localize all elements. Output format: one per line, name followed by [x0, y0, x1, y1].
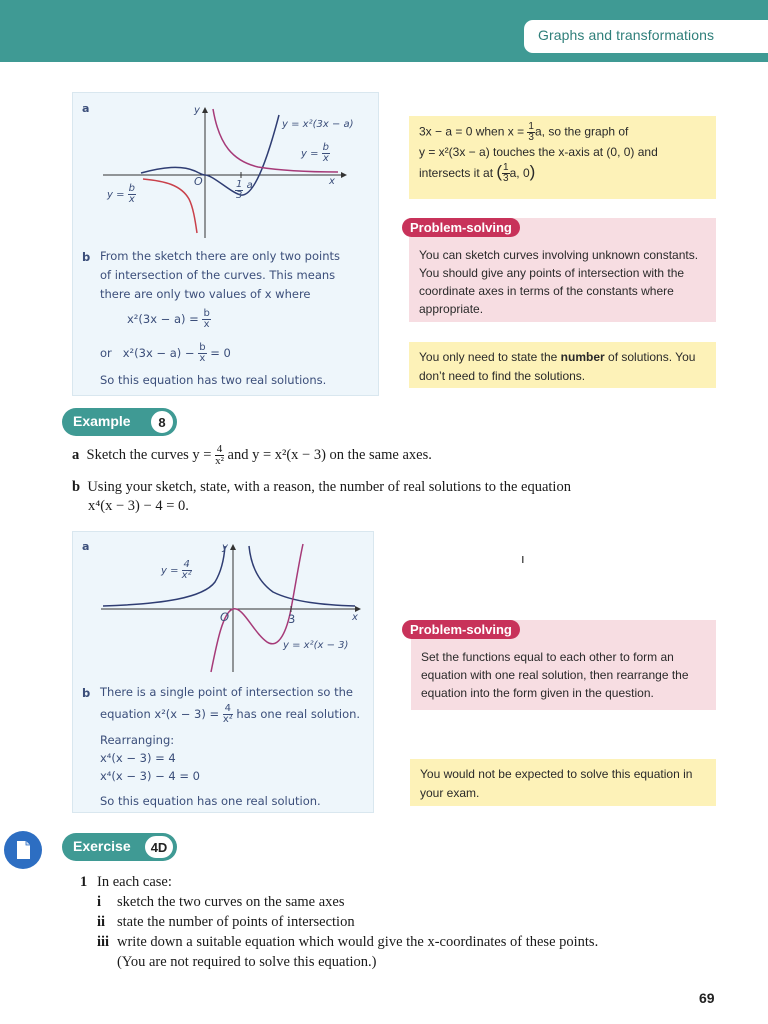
equation-2-right: = 0 [210, 346, 231, 360]
example-badge [62, 408, 177, 436]
solution-line-1: From the sketch there are only two points [100, 249, 341, 263]
solution-panel-2 [72, 531, 374, 813]
frac-numerator: b [128, 183, 136, 194]
question-item [80, 914, 720, 934]
equation-2-left: x²(3x − a) − [122, 346, 195, 360]
four-over-x-squared [182, 560, 192, 581]
frac-denominator: 3 [236, 190, 243, 201]
question-a-post: and y = x²(x − 3) on the same axes. [227, 446, 432, 463]
item-number: iii [97, 934, 110, 950]
frac-numerator: 1 [528, 121, 534, 132]
question-intro [80, 874, 720, 894]
frac-denominator: x² [215, 455, 224, 467]
note-text: a, so the graph of [534, 124, 629, 139]
graph-2 [73, 532, 373, 677]
equation-1 [127, 309, 211, 330]
section-title: Graphs and transformations [538, 27, 715, 43]
problem-solving-tag-1: Problem-solving [402, 218, 520, 237]
b-over-x-fraction [198, 343, 206, 364]
solution-line-2: of intersection of the curves. This means [100, 268, 336, 282]
question-b-line-1: Using your sketch, state, with a reason, the number of real solutions to the equation [87, 479, 571, 495]
x-axis-label: x [329, 176, 335, 187]
problem-solving-tag-2: Problem-solving [402, 620, 520, 639]
exercise-icon[interactable] [4, 831, 42, 869]
b-over-x-fraction [128, 184, 136, 205]
y-axis-arrow [230, 544, 236, 550]
solution-text: has one real solution. [236, 707, 361, 721]
reciprocal-label-top [301, 143, 330, 164]
question-b-label: b [72, 479, 81, 495]
y-axis-label: y [222, 542, 228, 553]
note-yellow-1 [409, 116, 716, 199]
reciprocal-curve-lower [143, 179, 197, 233]
b-over-x-fraction [202, 309, 210, 330]
four-over-x-squared [215, 444, 224, 467]
solution-line-3: there are only two values of x where [100, 287, 311, 301]
four-over-x-squared [223, 704, 233, 725]
reciprocal-label-bottom [107, 184, 136, 205]
solution-line-1: There is a single point of intersection so the [100, 685, 353, 699]
y-axis-label: y [194, 105, 200, 116]
y-axis-arrow [202, 107, 208, 113]
example-label: Example [73, 413, 131, 429]
note-text: a, 0 [509, 166, 530, 180]
note-text: You would not be expected to solve this equation in your exam. [420, 767, 693, 800]
frac-denominator: x [199, 353, 206, 364]
note-yellow-1-line-3 [419, 162, 706, 184]
item-number: i [97, 894, 102, 910]
one-third-fraction [502, 163, 510, 184]
question-note: (You are not required to solve this equation.) [117, 954, 377, 970]
exercise-question [80, 874, 720, 971]
frac-numerator: 1 [503, 162, 509, 174]
x-axis-label: x [352, 612, 358, 623]
paren-open: ( [496, 162, 503, 181]
graph-1 [73, 93, 378, 243]
exercise-label: Exercise [73, 838, 131, 854]
note-yellow-3 [410, 759, 716, 806]
item-number: ii [97, 914, 106, 930]
part-a-label: a [82, 102, 90, 115]
solution-panel-1 [72, 92, 379, 396]
one-third-fraction [235, 180, 243, 201]
item-text: state the number of points of intersection [117, 914, 355, 930]
chapter-header-bar [0, 0, 768, 62]
item-text: write down a suitable equation which would give the x-coordinates of these points. [117, 934, 599, 950]
note-yellow-1-line-2: y = x²(3x − a) touches the x-axis at (0, 0) and [419, 145, 658, 159]
question-item [80, 934, 720, 954]
frac-denominator: x [203, 319, 210, 330]
part-b-label: b [82, 686, 91, 700]
problem-solving-text-1: You can sketch curves involving unknown constants. You should give any points of intersection with the coordinate axes in terms of the constants where appropriate. [419, 248, 699, 316]
paren-close: ) [529, 162, 536, 181]
note-text: intersects it at [419, 166, 494, 180]
frac-numerator: b [203, 308, 210, 319]
cubic-label: y = x²(3x − a) [282, 119, 354, 130]
frac-denominator: 3 [503, 173, 509, 185]
step-2: x⁴(x − 3) − 4 = 0 [100, 769, 200, 783]
note-bold: number [560, 350, 605, 364]
question-b [72, 479, 571, 496]
inverse-square-right [249, 546, 355, 606]
cubic-curve [211, 544, 303, 672]
equation-2 [100, 343, 231, 364]
solution-text: equation x²(x − 3) = [100, 707, 220, 721]
root-a: a [246, 180, 253, 191]
page-number: 69 [699, 990, 715, 1006]
note-text: You only need to state the [419, 350, 561, 364]
problem-solving-text-2: Set the functions equal to each other to form an equation with one real solution, then rearrange the equation into the form given in the question. [421, 650, 689, 700]
frac-numerator: b [199, 342, 206, 353]
reciprocal-bottom-prefix: y = [107, 189, 125, 201]
section-title-tab [524, 20, 768, 53]
note-text: 3x − a = 0 when x = [419, 124, 525, 139]
solution-line-2 [100, 704, 360, 725]
frac-numerator: b [322, 142, 330, 153]
conclusion-1: So this equation has two real solutions. [100, 373, 327, 387]
b-over-x-fraction [322, 143, 330, 164]
inverse-square-prefix: y = [161, 565, 179, 577]
question-item [80, 894, 720, 914]
question-a-pre: Sketch the curves y = [86, 446, 212, 463]
note-text: of solutions. You don’t need to find the solutions. [419, 350, 696, 383]
question-intro-text: In each case: [97, 874, 172, 890]
origin-label: O [194, 175, 203, 188]
note-yellow-1-line-1 [419, 122, 706, 143]
question-b-line-2: x⁴(x − 3) − 4 = 0. [88, 498, 189, 514]
part-b-label: b [82, 250, 91, 264]
frac-numerator: 1 [236, 179, 243, 190]
document-icon [4, 831, 42, 869]
note-yellow-2 [409, 342, 716, 388]
inverse-square-label [161, 560, 192, 581]
step-1: x⁴(x − 3) = 4 [100, 751, 176, 765]
frac-denominator: x [128, 194, 135, 205]
reciprocal-top-prefix: y = [301, 148, 319, 160]
frac-denominator: x² [181, 570, 192, 581]
frac-denominator: x² [222, 714, 233, 725]
root-label: 3 [288, 612, 296, 626]
cubic-label: y = x²(x − 3) [283, 640, 349, 651]
part-a-label: a [82, 540, 90, 553]
exercise-badge [62, 833, 177, 861]
stray-mark: ı [521, 551, 525, 566]
root-label [235, 180, 253, 201]
conclusion-2: So this equation has one real solution. [100, 794, 321, 808]
question-number: 1 [80, 874, 88, 890]
frac-numerator: 4 [183, 559, 190, 570]
rearranging-label: Rearranging: [100, 733, 175, 747]
frac-denominator: x [322, 153, 329, 164]
item-text: sketch the two curves on the same axes [117, 894, 345, 910]
x-axis-arrow [341, 172, 347, 178]
cubic-curve [141, 115, 279, 195]
exercise-code: 4D [144, 835, 174, 859]
one-third-fraction [527, 122, 535, 143]
equation-1-left: x²(3x − a) = [127, 312, 199, 326]
frac-numerator: 4 [224, 703, 231, 714]
equation-2-or: or [100, 346, 112, 360]
origin-label: O [220, 610, 230, 624]
frac-numerator: 4 [216, 443, 223, 455]
question-a [72, 444, 432, 467]
example-number: 8 [150, 410, 174, 434]
question-a-label: a [72, 446, 80, 463]
frac-denominator: 3 [528, 132, 534, 143]
